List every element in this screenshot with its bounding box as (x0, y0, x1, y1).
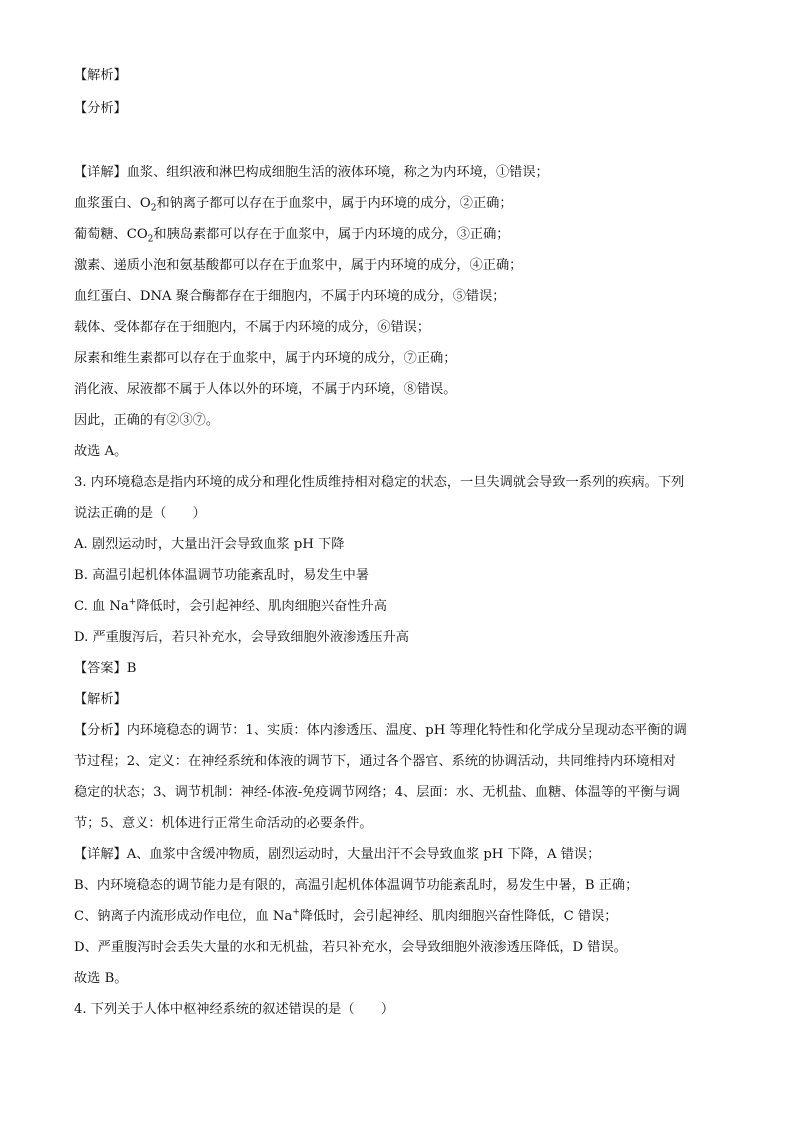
q3-answer (74, 659, 136, 679)
text-part: 降低时，会引起神经、肌肉细胞兴奋性降低，C 错误； (299, 909, 618, 924)
q3-stem-line-1: 3. 内环境稳态是指内环境的成分和理化性质维持相对稳定的状态，一旦失调就会导致一系列的疾病。下列 (74, 475, 685, 490)
q3-xiangjie-line-1 (74, 845, 600, 865)
text-part: 内环境稳态的调节：1、实质：体内渗透压、温度、pH 等理化特性和化学成分呈现动态平衡的调 (126, 723, 687, 738)
superscript: + (128, 597, 137, 608)
text-part: C、钠离子内流形成动作电位，血 Na (74, 909, 293, 924)
text-part: 和钠离子都可以存在于血浆中，属于内环境的成分，②正确； (156, 196, 513, 211)
section-label-fenxi: 【分析】 (74, 101, 127, 116)
q3-xiangjie-choice: 故选 B。 (74, 971, 128, 986)
subscript: 2 (150, 203, 157, 214)
analysis-line-o2 (74, 194, 513, 214)
q4-stem: 4. 下列关于人体中枢神经系统的叙述错误的是（ ） (74, 1002, 395, 1017)
text-part: 葡萄糖、CO (74, 227, 148, 242)
q3-jiexi-label: 【解析】 (74, 692, 127, 707)
analysis-line-5: 血红蛋白、DNA 聚合酶都存在于细胞内，不属于内环境的成分，⑤错误； (74, 289, 506, 304)
answer-value: B (126, 661, 137, 676)
q3-xiangjie-line-3 (74, 907, 617, 927)
q3-xiangjie-line-4: D、严重腹泻时会丢失大量的水和无机盐，若只补充水，会导致细胞外液渗透压降低，D 错误。 (74, 940, 627, 955)
q3-xiangjie-line-2: B、内环境稳态的调节能力是有限的，高温引起机体体温调节功能紊乱时，易发生中暑，B 正确； (74, 878, 639, 893)
text-part: 血浆蛋白、O (74, 196, 151, 211)
analysis-line-4: 激素、递质小泡和氨基酸都可以存在于血浆中，属于内环境的成分，④正确； (74, 258, 523, 273)
q3-option-c (74, 597, 387, 617)
xiangjie-label: 【详解】 (74, 847, 127, 862)
q3-fenxi-line-3: 稳定的状态；3、调节机制：神经-体液-免疫调节网络；4、层面：水、无机盐、血糖、体温等的平衡与调 (74, 785, 680, 800)
fenxi-label: 【分析】 (74, 723, 127, 738)
analysis-conclusion: 因此，正确的有②③⑦。 (74, 413, 220, 428)
q3-option-a: A. 剧烈运动时，大量出汗会导致血浆 pH 下降 (74, 537, 345, 552)
q3-fenxi-line-4: 节；5、意义：机体进行正常生命活动的必要条件。 (74, 816, 373, 831)
xiangjie-text: 血浆、组织液和淋巴构成细胞生活的液体环境，称之为内环境，①错误； (126, 165, 549, 180)
xiangjie-label: 【详解】 (74, 165, 127, 180)
q3-option-b: B. 高温引起机体体温调节功能紊乱时，易发生中暑 (74, 568, 370, 583)
section-label-jiexi: 【解析】 (74, 68, 127, 83)
analysis-line-7: 尿素和维生素都可以存在于血浆中，属于内环境的成分，⑦正确； (74, 351, 457, 366)
subscript: 2 (147, 234, 154, 245)
analysis-line-co2 (74, 225, 509, 245)
analysis-line-6: 载体、受体都存在于细胞内，不属于内环境的成分，⑥错误； (74, 320, 431, 335)
superscript: + (292, 907, 300, 918)
text-part: 降低时，会引起神经、肌肉细胞兴奋性升高 (136, 599, 387, 614)
xiangjie-line-1 (74, 163, 549, 183)
q3-fenxi-line-2: 节过程；2、定义：在神经系统和体液的调节下，通过各个器官、系统的协调活动，共同维持内环境相对 (74, 754, 676, 769)
q3-stem-line-2: 说法正确的是（ ） (74, 506, 206, 521)
text-part: 和胰岛素都可以存在于血浆中，属于内环境的成分，③正确； (153, 227, 510, 242)
text-part: A、血浆中含缓冲物质，剧烈运动时，大量出汗不会导致血浆 pH 下降，A 错误； (126, 847, 601, 862)
q3-option-d: D. 严重腹泻后，若只补充水，会导致细胞外液渗透压升高 (74, 630, 409, 645)
analysis-choice: 故选 A。 (74, 444, 128, 459)
analysis-line-8: 消化液、尿液都不属于人体以外的环境，不属于内环境，⑧错误。 (74, 382, 457, 397)
answer-label: 【答案】 (74, 661, 127, 676)
text-part: C. 血 Na (74, 599, 129, 614)
q3-fenxi-line-1 (74, 721, 687, 741)
